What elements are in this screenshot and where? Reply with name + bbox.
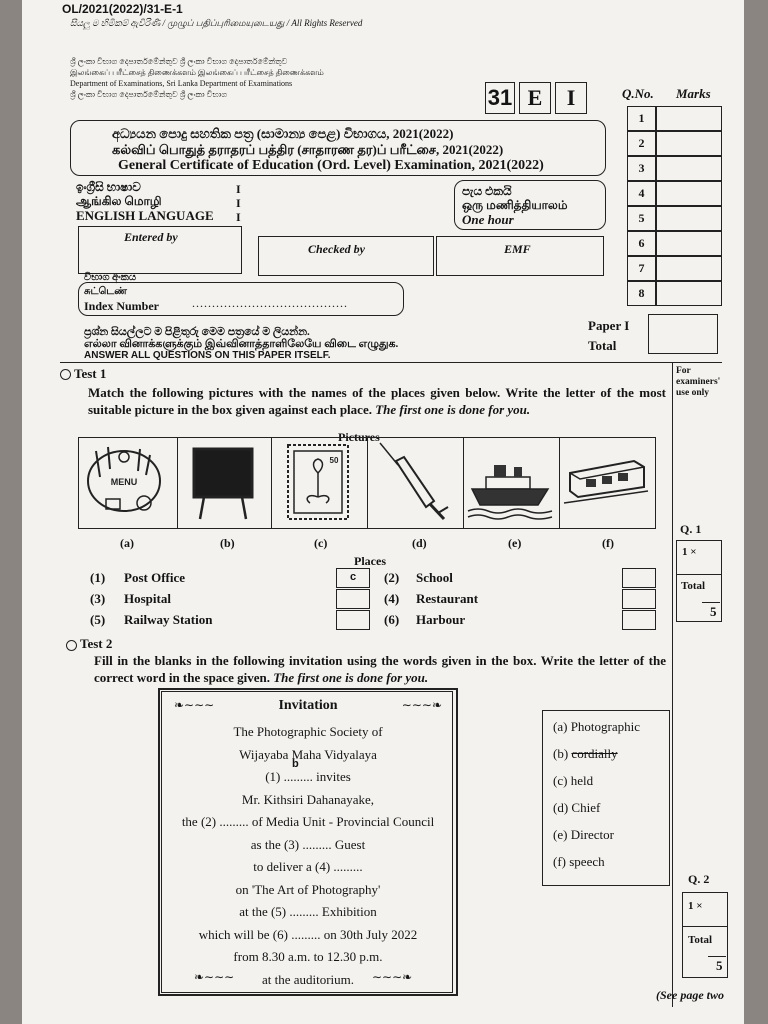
- option-letter: (b): [553, 746, 569, 761]
- q1-label: Q. 1: [680, 522, 702, 536]
- paper-code-box: I: [555, 82, 587, 114]
- question-number-cell: 8: [627, 281, 656, 306]
- q1-total-label: Total: [681, 580, 706, 592]
- flourish-icon: ❧∼∼∼: [174, 698, 215, 712]
- place-name: Post Office: [124, 570, 186, 585]
- invitation-line: Mr. Kithsiri Dahanayake,: [241, 791, 375, 807]
- picture-a: [78, 437, 178, 529]
- place-name: Railway Station: [124, 612, 213, 627]
- marks-cell[interactable]: [656, 156, 722, 181]
- index-sinhala: විභාග අංකය: [84, 272, 137, 283]
- duration-english: One hour: [462, 212, 514, 227]
- place-answer-box[interactable]: [622, 568, 656, 588]
- subject-numeral: I: [236, 196, 241, 210]
- divider: [676, 574, 722, 575]
- invitation-line: on 'The Art of Photography': [235, 881, 381, 897]
- word-option: [553, 800, 600, 816]
- stamp-icon: [272, 437, 364, 525]
- q1-max: 5: [710, 604, 717, 619]
- picture-b: [178, 437, 272, 529]
- test2-bullet: [66, 640, 77, 651]
- divider: [60, 362, 722, 363]
- index-english: Index Number: [84, 299, 160, 313]
- paper-label: Paper I: [588, 318, 630, 333]
- subject-sinhala: ඉංග්‍රීසි භාෂාව: [76, 180, 141, 194]
- index-tamil: சுட்டெண்: [84, 286, 127, 297]
- q1-times: 1 ×: [682, 546, 697, 558]
- picture-d: [368, 437, 464, 529]
- divider: [708, 956, 726, 957]
- word-option: [553, 854, 605, 870]
- picture-c: [272, 437, 368, 529]
- place-number: (6): [384, 612, 400, 627]
- flourish-icon: ∼∼∼❧: [372, 970, 413, 984]
- marks-cell[interactable]: [656, 281, 722, 306]
- option-letter: (a): [553, 719, 568, 734]
- pictures-heading: Pictures: [338, 430, 380, 444]
- option-letter: (e): [553, 827, 568, 842]
- subject-tamil: ஆங்கில மொழி: [76, 194, 162, 208]
- invitation-line: from 8.30 a.m. to 12.30 p.m.: [233, 949, 383, 964]
- exam-title-sinhala: අධ්‍යයන පොදු සහතික පත්‍ර (සාමාන්‍ය පෙළ) විභාගය, 2021(2022): [112, 126, 454, 141]
- option-letter: (c): [553, 773, 568, 788]
- place-answer-box[interactable]: [336, 610, 370, 630]
- option-word: Director: [570, 827, 614, 842]
- word-option: [553, 719, 640, 735]
- subject-english: ENGLISH LANGUAGE: [76, 208, 214, 223]
- exam-title-english: General Certificate of Education (Ord. Level) Examination, 2021(2022): [118, 158, 544, 173]
- train-icon: [560, 437, 652, 525]
- place-name: Restaurant: [416, 591, 479, 606]
- place-number: (1): [90, 570, 106, 585]
- test2-example-note: The first one is done for you.: [273, 670, 429, 685]
- option-letter: (f): [553, 854, 566, 869]
- invitation-line: the (2) ......... of Media Unit - Provincial Council: [181, 814, 435, 829]
- question-number-cell: 6: [627, 231, 656, 256]
- place-name: School: [416, 570, 453, 585]
- q2-total-label: Total: [688, 934, 713, 946]
- invitation-line: Wijayaba Maha Vidyalaya: [239, 746, 377, 762]
- invitation-card: [158, 688, 458, 996]
- word-option: [553, 827, 614, 843]
- picture-letter: (c): [314, 536, 328, 550]
- dept-line: ශ්‍රී ලංකා විභාග දෙපාර්තමේන්තුව ශ්‍රී ලංකා විභාග: [70, 90, 228, 99]
- ship-icon: [464, 437, 556, 525]
- example-answer: b: [292, 758, 299, 770]
- q2-times: 1 ×: [688, 900, 703, 912]
- picture-letter: (d): [412, 536, 427, 550]
- picture-letter: (e): [508, 536, 522, 550]
- duration-tamil: ஒரு மணித்தியாலம்: [462, 198, 568, 212]
- word-option: [553, 773, 593, 789]
- invitation-line: as the (3) ......... Guest: [250, 836, 366, 852]
- checked-by-label: Checked by: [308, 242, 365, 256]
- flourish-icon: ∼∼∼❧: [401, 698, 442, 712]
- q-no-label: Q.No.: [622, 86, 654, 101]
- invitation-line: at the (5) ......... Exhibition: [239, 904, 377, 919]
- examiners-column-line: [672, 362, 673, 1007]
- option-word: cordially: [571, 746, 618, 761]
- dept-line: இலங்கைப் பரீட்சைத் திணைக்களம் இலங்கைப் பரீட்சைத் திணைக்களம்: [70, 68, 324, 77]
- places-heading: Places: [354, 554, 386, 568]
- invitation-title: Invitation: [278, 698, 338, 713]
- examiners-label: For examiners' use only: [676, 366, 721, 398]
- test2-instruction-text: Fill in the blanks in the following invitation using the words given in the box. Write the letter of the correct word in the space given.: [94, 653, 666, 685]
- place-answer-box[interactable]: [336, 589, 370, 609]
- place-name: Hospital: [124, 591, 171, 606]
- page-footer: (See page two: [656, 988, 724, 1002]
- flourish-icon: ❧∼∼∼: [194, 970, 235, 984]
- marks-label: Marks: [676, 86, 711, 101]
- blackboard-icon: [178, 437, 270, 525]
- paper-code-box: 31: [485, 82, 515, 114]
- stamp-number: 50: [329, 456, 339, 465]
- test1-instruction: [88, 384, 666, 418]
- question-number-cell: 2: [627, 131, 656, 156]
- place-number: (4): [384, 591, 400, 606]
- invitation-line: (1) ......... invites: [265, 769, 351, 784]
- picture-letter: (f): [602, 536, 614, 550]
- instructions-sinhala: ප්‍රශ්න සියල්ලට ම පිළිතුරු මෙම පත්‍රයේ ම ලියන්න.: [84, 326, 310, 338]
- q2-max: 5: [716, 958, 723, 973]
- word-options-box: [542, 710, 670, 886]
- option-word: Chief: [571, 800, 601, 815]
- invitation-line: to deliver a (4) .........: [253, 859, 363, 874]
- question-number-cell: 5: [627, 206, 656, 231]
- test1-example-note: The first one is done for you.: [375, 402, 531, 417]
- place-answer-box[interactable]: [622, 589, 656, 609]
- place-name: Harbour: [416, 612, 466, 627]
- divider: [682, 926, 728, 927]
- test2-title: Test 2: [80, 636, 113, 651]
- paper-code-box: E: [519, 82, 551, 114]
- option-letter: (d): [553, 800, 569, 815]
- marks-cell[interactable]: [656, 131, 722, 156]
- marks-cell[interactable]: [656, 206, 722, 231]
- marks-cell[interactable]: [656, 231, 722, 256]
- test1-bullet: [60, 369, 71, 380]
- syringe-icon: [368, 437, 460, 525]
- picture-letter: (b): [220, 536, 235, 550]
- total-label: Total: [588, 338, 617, 353]
- picture-e: [464, 437, 560, 529]
- paper-total-box[interactable]: [648, 314, 718, 354]
- exam-paper: [22, 0, 744, 1024]
- place-number: (5): [90, 612, 106, 627]
- place-answer-box[interactable]: c: [336, 568, 370, 588]
- q2-label: Q. 2: [688, 872, 710, 886]
- picture-letter: (a): [120, 536, 134, 550]
- menu-word: MENU: [110, 477, 138, 487]
- marks-cell[interactable]: [656, 256, 722, 281]
- emf-label: EMF: [504, 242, 531, 256]
- duration-sinhala: පැය එකයි: [462, 184, 512, 198]
- rights-line: සියලු ම හිමිකම් ඇවිරිණි / முழுப் பதிப்புரிமையுடையது / All Rights Reserved: [70, 18, 363, 28]
- option-word: speech: [569, 854, 605, 869]
- word-option: [553, 746, 618, 762]
- marks-cell[interactable]: [656, 181, 722, 206]
- test1-title: Test 1: [74, 366, 107, 381]
- place-answer-box[interactable]: [622, 610, 656, 630]
- dept-line: ශ්‍රී ලංකා විභාග දෙපාර්තමේන්තුව ශ්‍රී ලංකා විභාග දෙපාර්තමේන්තුව: [70, 57, 288, 66]
- instructions-english: ANSWER ALL QUESTIONS ON THIS PAPER ITSELF.: [84, 350, 331, 361]
- place-number: (3): [90, 591, 106, 606]
- invitation-line: which will be (6) ......... on 30th July 2022: [198, 926, 418, 942]
- option-word: held: [570, 773, 594, 788]
- invitation-line: at the auditorium.: [261, 971, 355, 987]
- invitation-line: The Photographic Society of: [233, 724, 383, 739]
- index-number-field[interactable]: .......................................: [192, 296, 348, 310]
- question-number-cell: 1: [627, 106, 656, 131]
- exam-title-tamil: கல்விப் பொதுத் தராதரப் பத்திர (சாதாரண தர)ப் பரீட்சை, 2021(2022): [112, 142, 504, 157]
- test2-instruction: [94, 652, 666, 686]
- dept-line: Department of Examinations, Sri Lanka Department of Examinations: [70, 79, 293, 88]
- subject-numeral: I: [236, 210, 241, 224]
- menu-icon: [78, 437, 174, 525]
- marks-cell[interactable]: [656, 106, 722, 131]
- entered-by-label: Entered by: [124, 230, 178, 244]
- divider: [702, 602, 720, 603]
- option-word: Photographic: [570, 719, 641, 734]
- place-number: (2): [384, 570, 400, 585]
- subject-numeral: I: [236, 182, 241, 196]
- question-number-cell: 4: [627, 181, 656, 206]
- question-number-cell: 3: [627, 156, 656, 181]
- test1-instruction-text: Match the following pictures with the names of the places given below. Write the letter of the most suitable picture in the box given against each place.: [88, 385, 666, 417]
- picture-f: [560, 437, 656, 529]
- question-number-cell: 7: [627, 256, 656, 281]
- instructions-tamil: எல்லா வினாக்களுக்கும் இவ்வினாத்தாளிலேயே விடை எழுதுக.: [84, 338, 399, 350]
- paper-code-line: OL/2021(2022)/31-E-1: [62, 2, 183, 16]
